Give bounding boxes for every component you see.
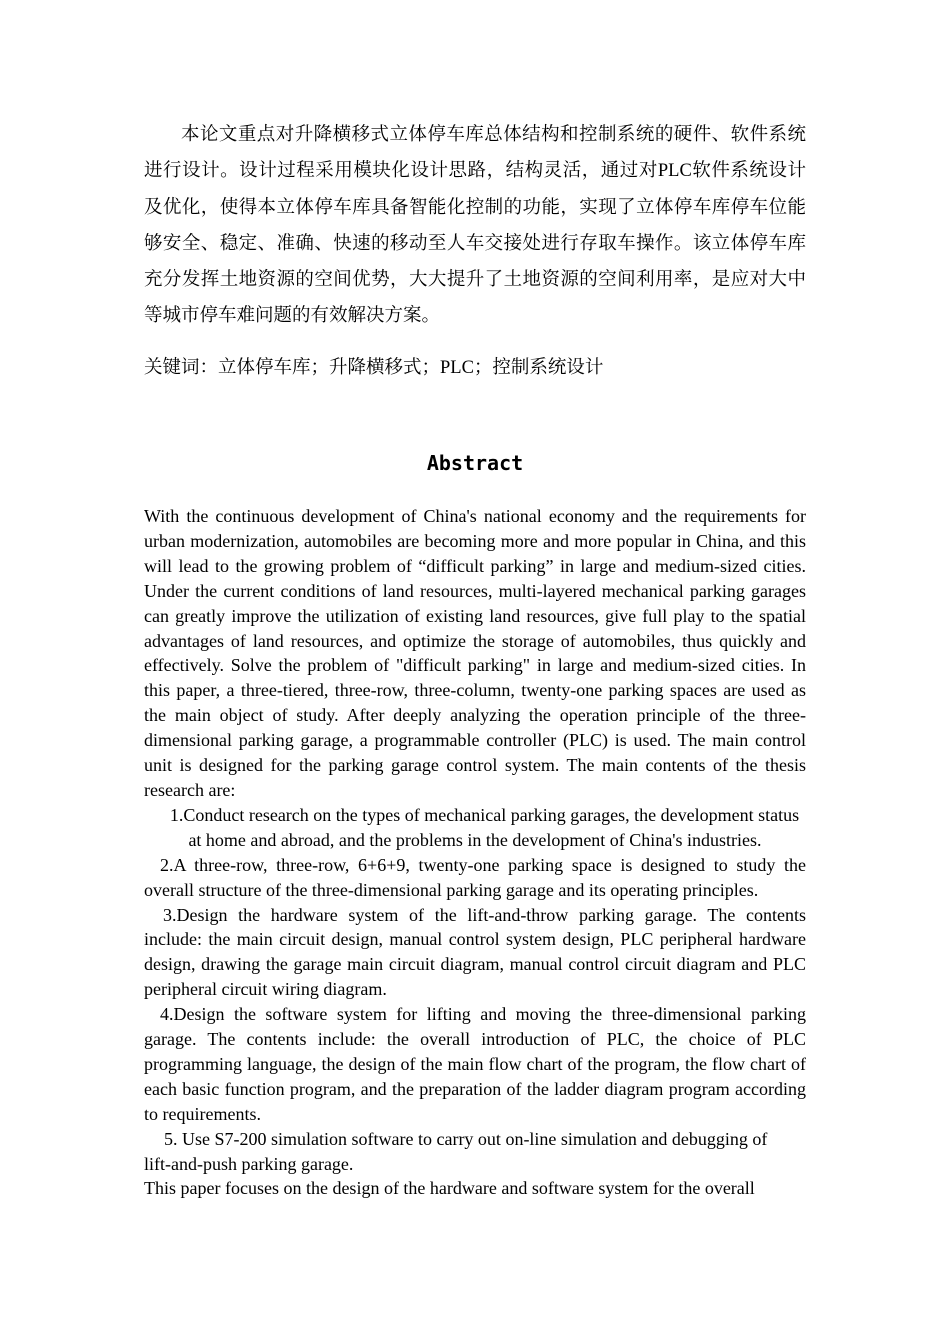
abstract-intro-paragraph: With the continuous development of China's national economy and the requirements for urban modernization, automobiles are becoming more and more popular in China, and this will lead to the growing problem of “difficult parking” in large and medium-sized cities. Under the current conditions of land resources, multi-layered mechanical parking garages can greatly improve the utilization of existing land resources, give full play to the spatial advantages of land resources, and optimize the storage of automobiles, thus quickly and effectively. Solve the problem of "difficult parking" in large and medium-sized cities. In this paper, a three-tiered, three-row, three-column, twenty-one parking spaces are used as the main object of study. After deeply analyzing the operation principle of the three-dimensional parking garage, a programmable controller (PLC) is used. The main control unit is designed for the parking garage control system. The main contents of the thesis research are:: [144, 506, 806, 800]
abstract-list-item-5: 5. Use S7-200 simulation software to carry out on-line simulation and debugging of lift-and-push parking garage.: [144, 1128, 768, 1174]
abstract-list-item-3: 3.Design the hardware system of the lift-and-throw parking garage. The contents include: the main circuit design, manual control system design, PLC peripheral hardware design, drawing the garage main circuit diagram, manual control circuit diagram and PLC peripheral circuit wiring diagram.: [144, 904, 806, 1000]
abstract-heading: Abstract: [426, 451, 524, 475]
abstract-closing-line: This paper focuses on the design of the hardware and software system for the overall: [144, 1178, 755, 1199]
chinese-keywords: 关键词：立体停车库；升降横移式；PLC；控制系统设计: [144, 358, 604, 378]
english-abstract-body: [144, 504, 806, 1201]
abstract-list-item-4: 4.Design the software system for lifting and moving the three-dimensional parking garage. The contents include: the overall introduction of PLC, the choice of PLC programming language, the design of the main flow chart of the program, the flow chart of each basic function program, and the preparation of the ladder diagram program according to requirements.: [144, 1004, 806, 1124]
chinese-abstract-paragraph: 本论文重点对升降横移式立体停车库总体结构和控制系统的硬件、软件系统进行设计。设计过程采用模块化设计思路，结构灵活，通过对PLC软件系统设计及优化，使得本立体停车库具备智能化控制的功能，实现了立体停车库停车位能够安全、稳定、准确、快速的移动至人车交接处进行存取车操作。该立体停车库充分发挥土地资源的空间优势，大大提升了土地资源的空间利用率，是应对大中等城市停车难问题的有效解决方案。: [144, 125, 806, 327]
abstract-list-item-2: 2.A three-row, three-row, 6+6+9, twenty-one parking space is designed to study the overall structure of the three-dimensional parking garage and its operating principles.: [144, 854, 806, 900]
abstract-list-item-1: 1.Conduct research on the types of mechanical parking garages, the development status at home and abroad, and the problems in the development of China's industries.: [169, 804, 800, 850]
